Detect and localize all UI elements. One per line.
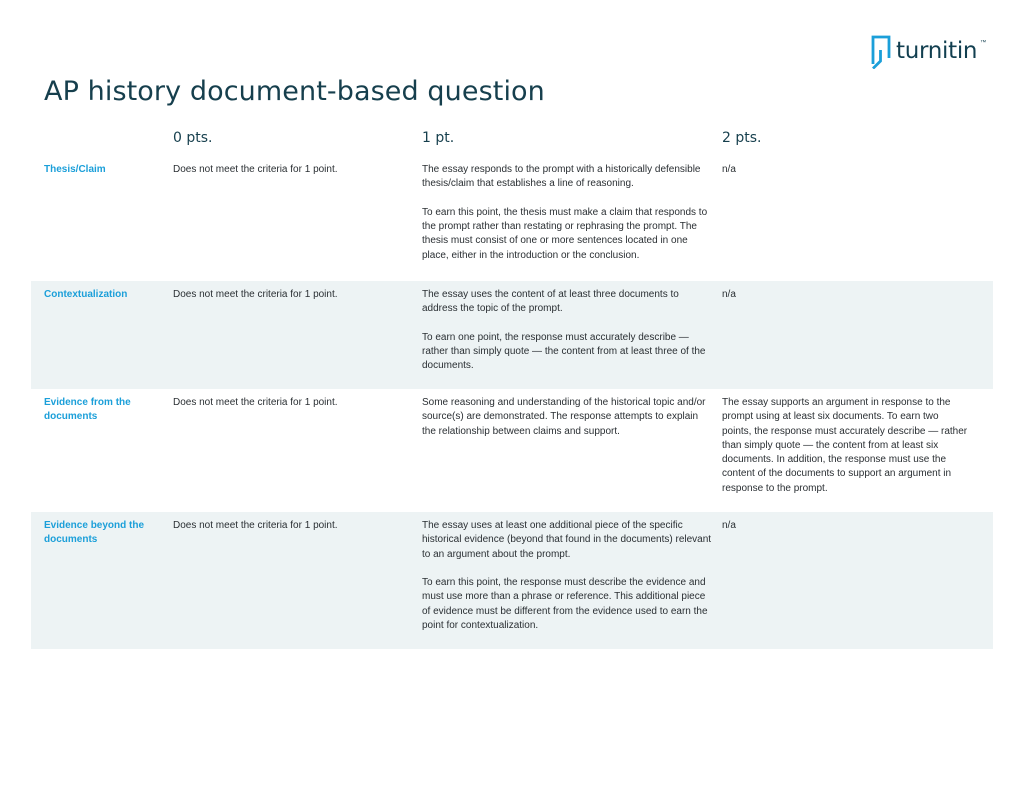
two-points-description: n/a <box>722 164 736 175</box>
column-header-1-pt: 1 pt. <box>422 130 455 146</box>
one-point-description <box>422 288 712 374</box>
logo-wordmark: turnitin <box>896 37 978 64</box>
zero-points-description: Does not meet the criteria for 1 point. <box>173 520 338 531</box>
one-point-description <box>422 163 712 263</box>
description-paragraph: To earn this point, the response must describe the evidence and must use more than a phrase or reference. This additional piece of evidence must be different from the evidence used to earn the point for contextualization. <box>422 577 708 632</box>
column-header-2-pts: 2 pts. <box>722 130 762 146</box>
two-points-description: The essay supports an argument in response to the prompt using at least six documents. To earn two points, the response must accurately describe — rather than simply quote — the content from at least six documents. In addition, the response must use the content of the documents to support an argument in response to the prompt. <box>722 397 968 494</box>
zero-points-description: Does not meet the criteria for 1 point. <box>173 397 338 408</box>
criterion-label: Evidence beyond the documents <box>44 520 145 546</box>
rubric-table <box>31 128 993 649</box>
column-header-0-pts: 0 pts. <box>173 130 213 146</box>
rubric-row-evidence-from-documents <box>31 389 993 512</box>
criterion-label: Thesis/Claim <box>44 164 106 175</box>
description-paragraph: Some reasoning and understanding of the historical topic and/or source(s) are demonstrated. The response attempts to explain the relationship between claims and support. <box>422 397 706 437</box>
one-point-description <box>422 519 712 633</box>
description-paragraph: The essay uses the content of at least three documents to address the topic of the prompt. <box>422 289 679 315</box>
rubric-header-row <box>31 128 993 156</box>
two-points-description: n/a <box>722 289 736 300</box>
zero-points-description: Does not meet the criteria for 1 point. <box>173 164 338 175</box>
rubric-row-thesis <box>31 156 993 281</box>
logo-trademark: ™ <box>980 39 987 46</box>
description-paragraph: To earn one point, the response must accurately describe — rather than simply quote — the content from at least three of the documents. <box>422 331 706 372</box>
description-paragraph: The essay uses at least one additional piece of the specific historical evidence (beyond that found in the documents) relevant to an argument about the prompt. <box>422 520 712 560</box>
zero-points-description: Does not meet the criteria for 1 point. <box>173 289 338 300</box>
page-title: AP history document-based question <box>44 76 545 107</box>
rubric-row-evidence-beyond-documents <box>31 512 993 649</box>
turnitin-logo <box>870 34 987 69</box>
rubric-row-contextualization <box>31 281 993 389</box>
criterion-label: Evidence from the documents <box>44 397 131 423</box>
criterion-label: Contextualization <box>44 289 128 300</box>
turnitin-logo-icon <box>870 34 892 69</box>
one-point-description <box>422 396 712 439</box>
description-paragraph: To earn this point, the thesis must make a claim that responds to the prompt rather than restating or rephrasing the prompt. The thesis must consist of one or more sentences located in one place, either in the introduction or the conclusion. <box>422 206 708 261</box>
two-points-description: n/a <box>722 520 736 531</box>
description-paragraph: The essay responds to the prompt with a historically defensible thesis/claim that establishes a line of reasoning. <box>422 164 701 190</box>
